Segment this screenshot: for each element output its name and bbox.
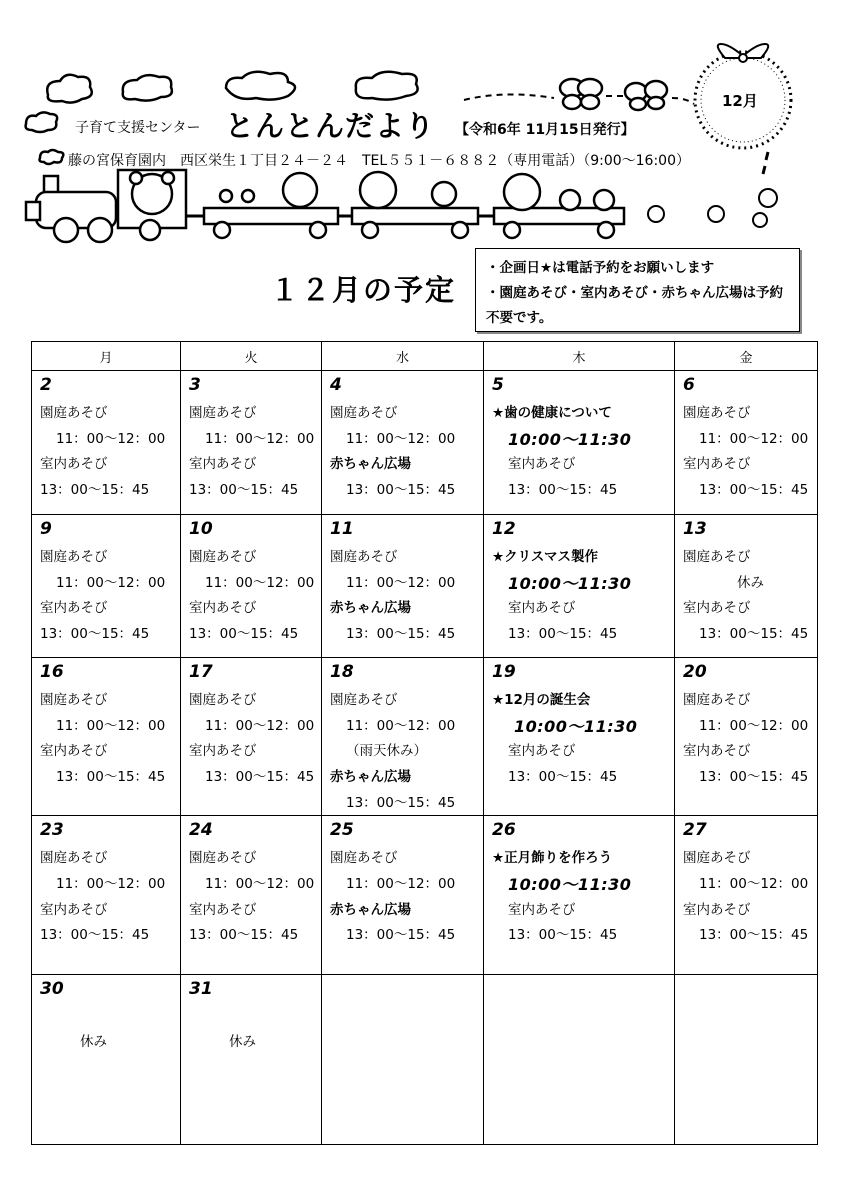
note-line: ・園庭あそび・室内あそび・赤ちゃん広場は予約不要です。 bbox=[486, 285, 783, 326]
schedule-entry: 13：00～15：45 bbox=[699, 927, 809, 944]
calendar-day-cell bbox=[675, 974, 818, 1144]
schedule-entry: 13：00～15：45 bbox=[699, 481, 809, 498]
schedule-entry: ★歯の健康について bbox=[492, 405, 612, 421]
schedule-entry: 13：00～15：45 bbox=[346, 794, 456, 811]
schedule-entry: 赤ちゃん広場 bbox=[330, 600, 411, 617]
notes-box bbox=[475, 248, 800, 332]
schedule-entry: 13：00～15：45 bbox=[346, 927, 456, 944]
schedule-entry: 11：00～12：00 bbox=[56, 574, 166, 591]
schedule-entry: 園庭あそび bbox=[330, 549, 398, 566]
schedule-entry: 13：00～15：45 bbox=[699, 625, 809, 642]
schedule-entry: 11：00～12：00 bbox=[346, 876, 456, 893]
schedule-entry: 11：00～12：00 bbox=[699, 717, 809, 734]
schedule-entry: 園庭あそび bbox=[189, 549, 257, 566]
schedule-entry: 園庭あそび bbox=[40, 405, 108, 421]
schedule-entry: 13：00～15：45 bbox=[40, 481, 150, 498]
calendar-day-cell bbox=[484, 974, 675, 1144]
schedule-entry: 園庭あそび bbox=[189, 850, 257, 867]
weekday-header: 水 bbox=[322, 342, 484, 371]
schedule-entry: 室内あそび bbox=[508, 600, 576, 617]
schedule-entry: 園庭あそび bbox=[330, 692, 398, 709]
calendar-day-cell bbox=[32, 515, 181, 658]
schedule-entry: 11：00～12：00 bbox=[205, 876, 315, 893]
day-number: 25 bbox=[330, 820, 354, 841]
schedule-title: １２月の予定 bbox=[270, 273, 457, 307]
schedule-entry: 室内あそび bbox=[189, 901, 257, 918]
schedule-entry: 室内あそび bbox=[189, 456, 257, 473]
day-number: 16 bbox=[40, 662, 64, 683]
schedule-entry: 園庭あそび bbox=[40, 549, 108, 566]
schedule-entry: （雨天休み） bbox=[346, 743, 427, 760]
schedule-entry: 10:00～11:30 bbox=[514, 716, 638, 736]
day-number: 23 bbox=[40, 820, 64, 841]
schedule-entry: 11：00～12：00 bbox=[346, 717, 456, 734]
schedule-entry: 室内あそび bbox=[40, 743, 108, 760]
schedule-entry: ★クリスマス製作 bbox=[492, 549, 599, 566]
schedule-entry: 13：00～15：45 bbox=[346, 481, 456, 498]
day-number: 11 bbox=[330, 519, 354, 540]
day-number: 3 bbox=[189, 375, 201, 395]
note-line: ・企画日★は電話予約をお願いします bbox=[486, 260, 715, 276]
schedule-entry: 13：00～15：45 bbox=[699, 769, 809, 786]
schedule-entry: 10:00～11:30 bbox=[508, 573, 632, 593]
day-number: 9 bbox=[40, 519, 52, 540]
day-number: 31 bbox=[189, 978, 213, 999]
schedule-entry: 園庭あそび bbox=[683, 405, 751, 421]
schedule-entry: 13：00～15：45 bbox=[508, 927, 618, 944]
calendar-week-row bbox=[32, 658, 818, 816]
calendar-day-cell bbox=[675, 371, 818, 515]
calendar-day-cell bbox=[322, 658, 484, 816]
cloud-icon bbox=[356, 72, 418, 100]
calendar-day-cell bbox=[32, 816, 181, 974]
calendar-day-cell bbox=[484, 658, 675, 816]
schedule-entry: 13：00～15：45 bbox=[508, 625, 618, 642]
address-line: 藤の宮保育園内 西区栄生１丁目２４－２４ TEL５５１－６８８２（専用電話）（9:00～16:00） bbox=[68, 153, 690, 169]
issue-date: 【令和6年 11月15日発行】 bbox=[455, 122, 635, 138]
calendar-day-cell bbox=[181, 515, 322, 658]
calendar-day-cell bbox=[322, 974, 484, 1144]
schedule-entry: 休み bbox=[737, 574, 764, 591]
calendar-table bbox=[31, 341, 818, 1145]
schedule-entry: 11：00～12：00 bbox=[56, 717, 166, 734]
schedule-entry: ★12月の誕生会 bbox=[492, 692, 591, 709]
schedule-entry: 室内あそび bbox=[189, 743, 257, 760]
day-number: 13 bbox=[683, 519, 707, 540]
day-number: 17 bbox=[189, 662, 213, 683]
day-number: 4 bbox=[330, 375, 342, 395]
day-number: 19 bbox=[492, 662, 516, 683]
weekday-header: 火 bbox=[181, 342, 322, 371]
schedule-entry: 13：00～15：45 bbox=[40, 625, 150, 642]
schedule-entry: 11：00～12：00 bbox=[699, 430, 809, 447]
weekday-header: 月 bbox=[32, 342, 181, 371]
schedule-entry: 休み bbox=[80, 1034, 107, 1051]
schedule-entry: 11：00～12：00 bbox=[205, 574, 315, 591]
schedule-entry: 園庭あそび bbox=[40, 850, 108, 867]
cloud-icon bbox=[47, 75, 92, 103]
schedule-entry: 11：00～12：00 bbox=[346, 574, 456, 591]
calendar-day-cell bbox=[675, 816, 818, 974]
schedule-entry: 園庭あそび bbox=[683, 549, 751, 566]
calendar-day-cell bbox=[181, 974, 322, 1144]
schedule-entry: 園庭あそび bbox=[189, 692, 257, 709]
day-number: 26 bbox=[492, 820, 516, 841]
day-number: 24 bbox=[189, 820, 213, 841]
schedule-entry: 赤ちゃん広場 bbox=[330, 769, 411, 786]
schedule-entry: 11：00～12：00 bbox=[205, 717, 315, 734]
schedule-entry: 13：00～15：45 bbox=[346, 625, 456, 642]
butterfly-icon bbox=[625, 81, 667, 110]
day-number: 2 bbox=[40, 375, 52, 395]
cloud-icon bbox=[123, 75, 172, 101]
schedule-entry: 赤ちゃん広場 bbox=[330, 901, 411, 918]
calendar-day-cell bbox=[32, 974, 181, 1144]
schedule-entry: 室内あそび bbox=[40, 456, 108, 473]
weekday-header-row bbox=[32, 342, 818, 371]
train-icon bbox=[26, 170, 624, 242]
calendar-day-cell bbox=[484, 816, 675, 974]
day-number: 6 bbox=[683, 375, 695, 395]
calendar-day-cell bbox=[32, 371, 181, 515]
schedule-entry: 室内あそび bbox=[508, 901, 576, 918]
schedule-entry: 13：00～15：45 bbox=[189, 625, 299, 642]
schedule-entry: 10:00～11:30 bbox=[508, 429, 632, 449]
day-number: 20 bbox=[683, 662, 707, 683]
schedule-entry: 13：00～15：45 bbox=[508, 769, 618, 786]
schedule-entry: 室内あそび bbox=[683, 901, 751, 918]
day-number: 12 bbox=[492, 519, 516, 540]
calendar-day-cell bbox=[181, 658, 322, 816]
calendar-day-cell bbox=[675, 515, 818, 658]
schedule-entry: 室内あそび bbox=[40, 901, 108, 918]
schedule-entry: 室内あそび bbox=[189, 600, 257, 617]
newsletter-title: とんとんだより bbox=[225, 109, 436, 143]
calendar-day-cell bbox=[181, 371, 322, 515]
calendar-week-row bbox=[32, 974, 818, 1144]
schedule-entry: 園庭あそび bbox=[330, 850, 398, 867]
day-number: 18 bbox=[330, 662, 354, 683]
calendar-week-row bbox=[32, 515, 818, 658]
schedule-entry: 11：00～12：00 bbox=[56, 876, 166, 893]
schedule-entry: 13：00～15：45 bbox=[189, 481, 299, 498]
butterfly-icon bbox=[560, 79, 602, 109]
calendar-day-cell bbox=[484, 371, 675, 515]
calendar-week-row bbox=[32, 816, 818, 974]
schedule-entry: 園庭あそび bbox=[330, 405, 398, 421]
cloud-icon bbox=[40, 150, 64, 164]
schedule-entry: 11：00～12：00 bbox=[56, 430, 166, 447]
schedule-entry: 11：00～12：00 bbox=[205, 430, 315, 447]
day-number: 27 bbox=[683, 820, 707, 841]
schedule-entry: 休み bbox=[229, 1034, 256, 1051]
schedule-entry: 13：00～15：45 bbox=[508, 481, 618, 498]
schedule-entry: 13：00～15：45 bbox=[189, 927, 299, 944]
month-badge: 12月 bbox=[722, 92, 758, 110]
schedule-entry: 赤ちゃん広場 bbox=[330, 456, 411, 473]
calendar-day-cell bbox=[322, 816, 484, 974]
calendar-week-row bbox=[32, 371, 818, 515]
weekday-header: 木 bbox=[484, 342, 675, 371]
schedule-entry: 室内あそび bbox=[40, 600, 108, 617]
weekday-header: 金 bbox=[675, 342, 818, 371]
schedule-entry: 11：00～12：00 bbox=[346, 430, 456, 447]
calendar-day-cell bbox=[484, 515, 675, 658]
schedule-entry: 13：00～15：45 bbox=[205, 769, 315, 786]
schedule-entry: 園庭あそび bbox=[189, 405, 257, 421]
schedule-entry: 室内あそび bbox=[508, 456, 576, 473]
schedule-entry: 11：00～12：00 bbox=[699, 876, 809, 893]
calendar-day-cell bbox=[322, 371, 484, 515]
schedule-entry: 13：00～15：45 bbox=[40, 927, 150, 944]
day-number: 10 bbox=[189, 519, 213, 540]
cloud-icon bbox=[226, 72, 295, 100]
schedule-entry: 室内あそび bbox=[508, 743, 576, 760]
schedule-entry: 園庭あそび bbox=[683, 692, 751, 709]
day-number: 30 bbox=[40, 978, 64, 999]
schedule-entry: ★正月飾りを作ろう bbox=[492, 850, 613, 867]
schedule-entry: 室内あそび bbox=[683, 600, 751, 617]
center-name: 子育て支援センター bbox=[75, 120, 201, 136]
calendar-day-cell bbox=[181, 816, 322, 974]
schedule-entry: 園庭あそび bbox=[40, 692, 108, 709]
flower-icon bbox=[648, 189, 777, 227]
calendar-day-cell bbox=[32, 658, 181, 816]
calendar-day-cell bbox=[322, 515, 484, 658]
schedule-entry: 室内あそび bbox=[683, 743, 751, 760]
cloud-icon bbox=[26, 112, 58, 132]
schedule-entry: 室内あそび bbox=[683, 456, 751, 473]
schedule-entry: 園庭あそび bbox=[683, 850, 751, 867]
schedule-entry: 10:00～11:30 bbox=[508, 875, 632, 895]
day-number: 5 bbox=[492, 375, 504, 395]
schedule-entry: 13：00～15：45 bbox=[56, 769, 166, 786]
calendar-day-cell bbox=[675, 658, 818, 816]
